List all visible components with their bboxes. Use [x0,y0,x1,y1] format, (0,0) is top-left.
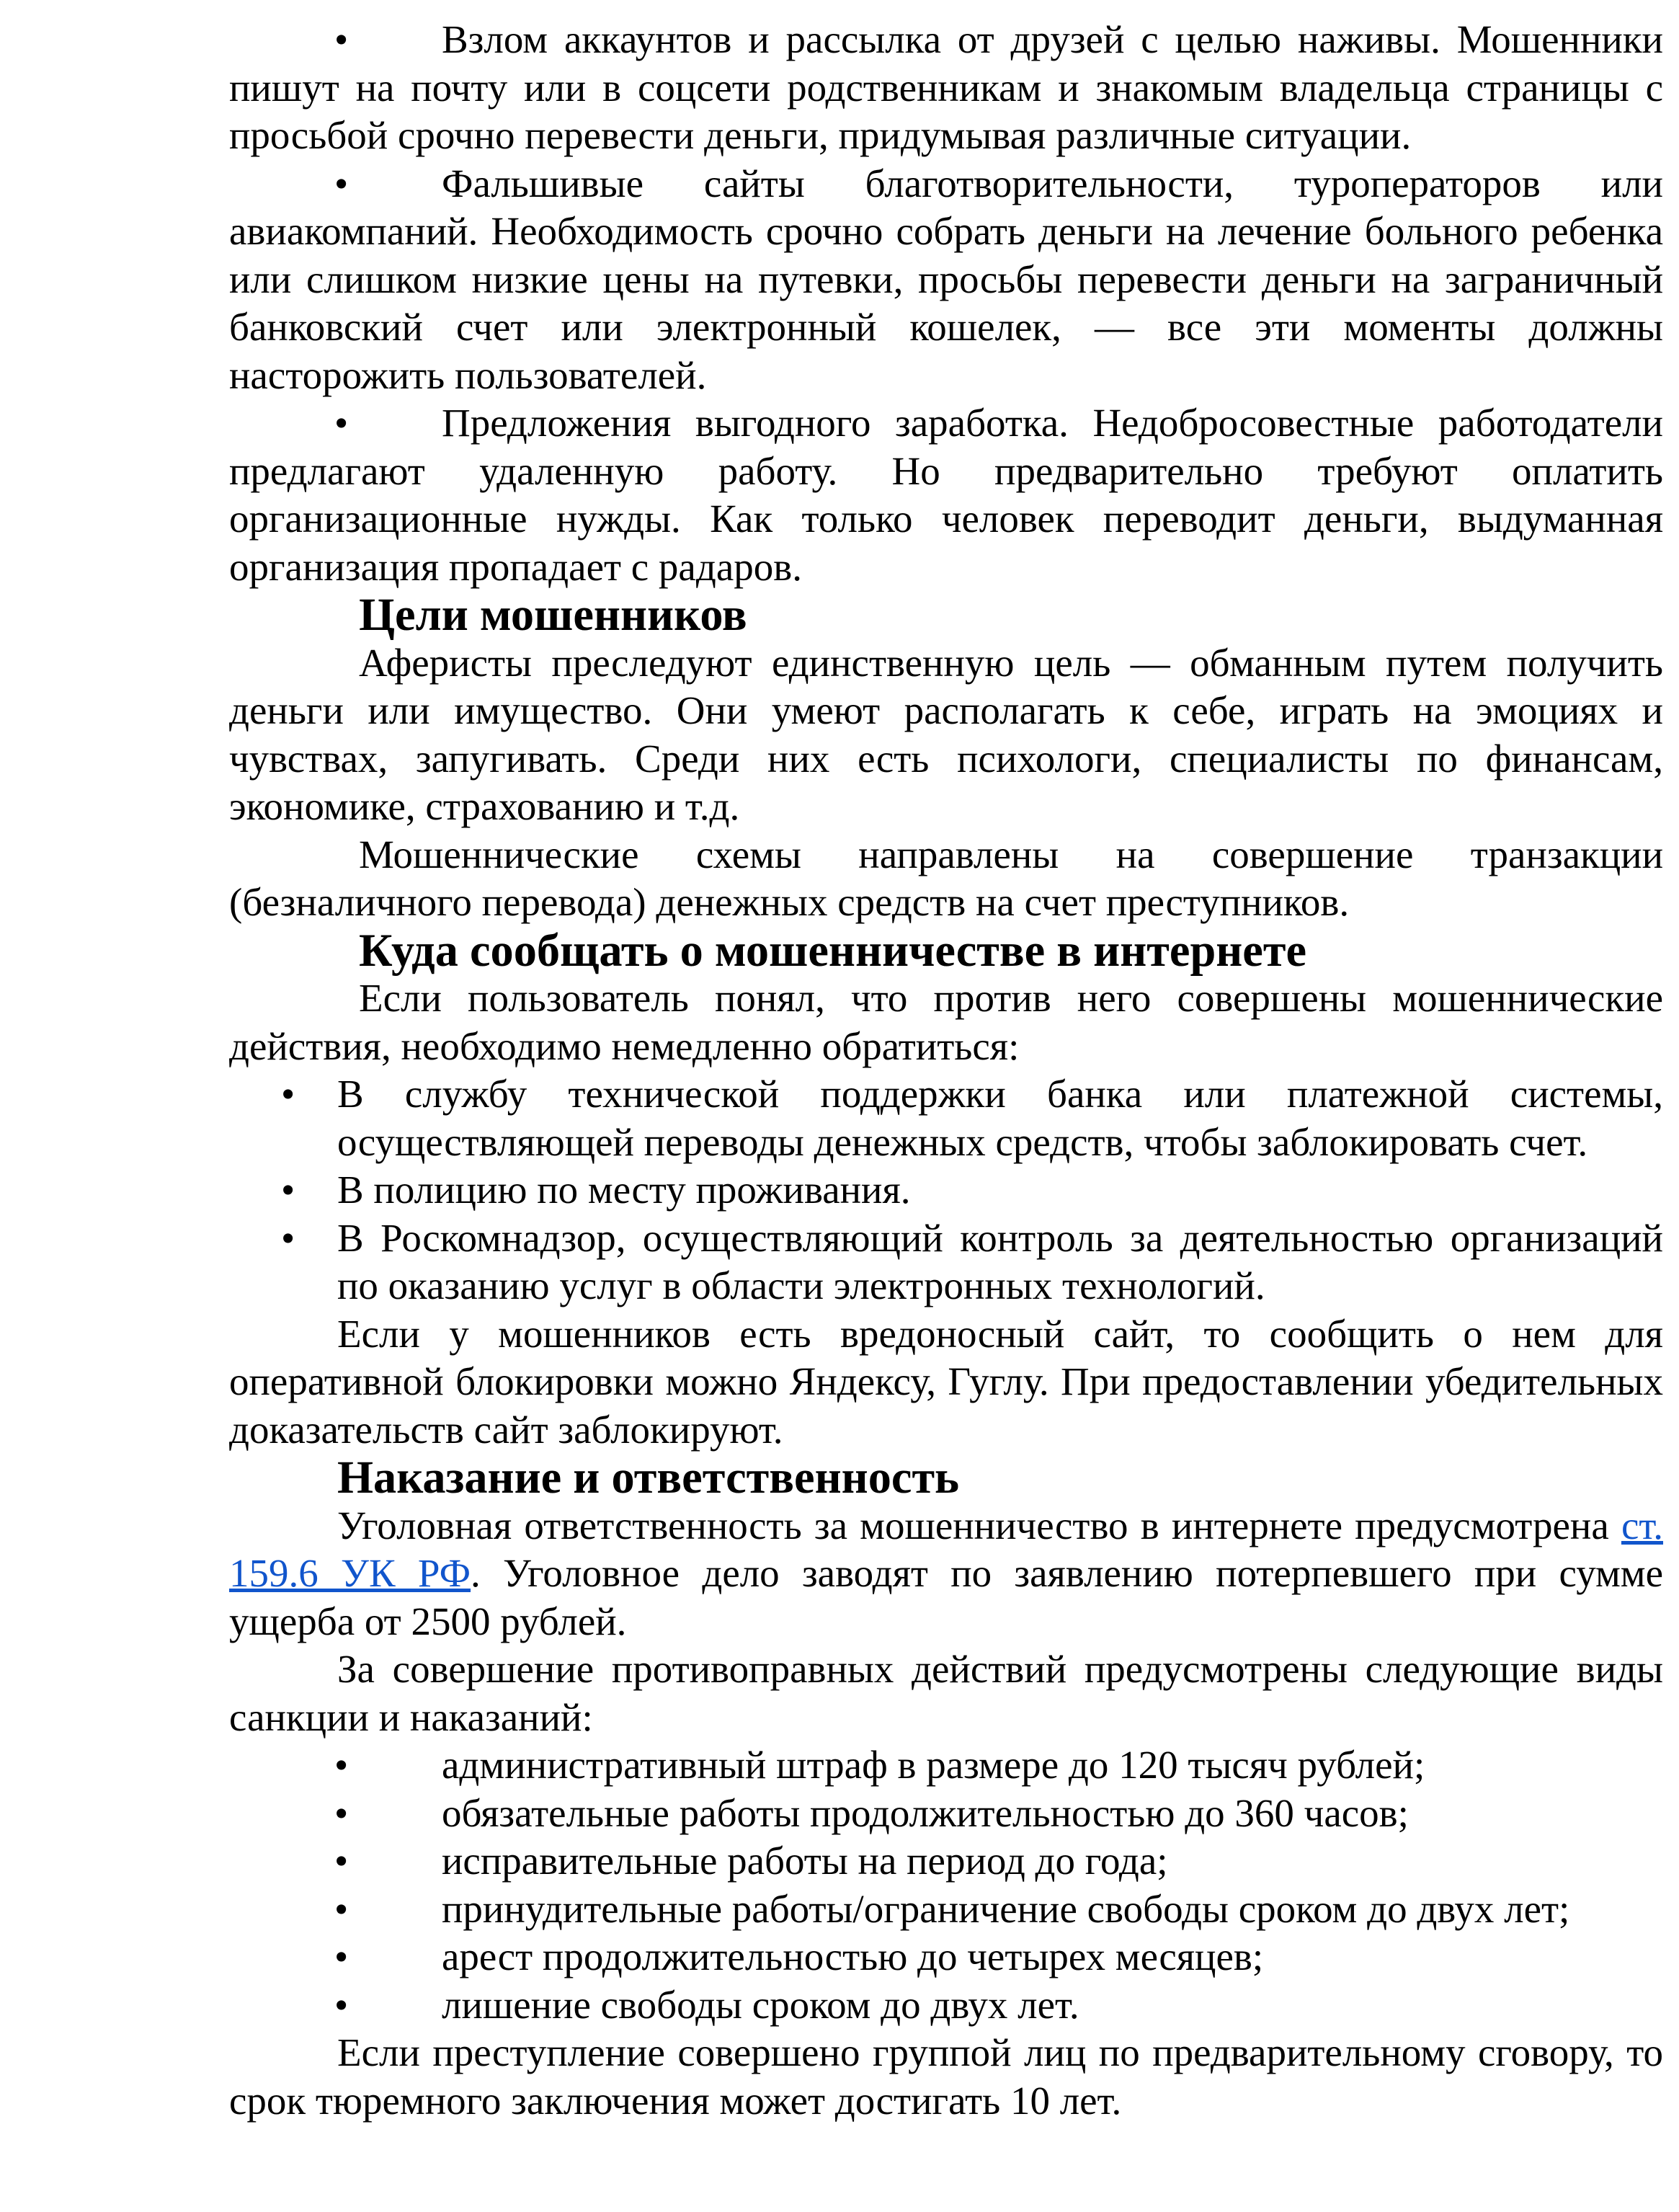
list-item: • обязательные работы продолжительностью до 360 часов; [229,1790,1663,1838]
list-item: • В полицию по месту проживания. [229,1166,1663,1214]
list-item: • исправительные работы на период до года; [229,1837,1663,1885]
list-item: • принудительные работы/ограничение свободы сроком до двух лет; [229,1885,1663,1934]
punishment-heading: Наказание и ответственность [337,1452,960,1503]
report-outro: Если у мошенников есть вредоносный сайт, то сообщить о нем для оперативной блокировки можно Яндексу, Гуглу. При предоставлении убедительных доказательств сайт заблокируют. [229,1311,1663,1452]
goals-paragraph-2: Мошеннические схемы направлены на совершение транзакции (безналичного перевода) денежных средств на счет преступников. [229,832,1663,924]
report-list [229,1070,1663,1310]
punishment-paragraph-2: За совершение противоправных действий предусмотрены следующие виды санкции и наказаний: [229,1647,1663,1739]
document-page [229,16,1663,2125]
law-article-link[interactable]: ст. 159.6 УК РФ [229,1503,1663,1595]
report-heading: Куда сообщать о мошенничестве в интернете [359,924,1307,976]
list-item: • лишение свободы сроком до двух лет. [229,1981,1663,2030]
goals-heading: Цели мошенников [359,589,747,640]
list-item: • Взлом аккаунтов и рассылка от друзей с целью наживы. Мошенники пишут на почту или в соцсети родственникам и знакомым владельца страницы с просьбой срочно перевести деньги, придумывая различные ситуации. [229,16,1663,160]
punishment-text-before: Уголовная ответственность за мошенничество в интернете предусмотрена [337,1503,1621,1547]
fraud-types-list [229,16,1663,591]
list-item: • В службу технической поддержки банка или платежной системы, осуществляющей переводы денежных средств, чтобы заблокировать счет. [229,1070,1663,1166]
sanctions-list [229,1741,1663,2029]
list-item: • В Роскомнадзор, осуществляющий контроль за деятельностью организаций по оказанию услуг в области электронных технологий. [229,1214,1663,1310]
punishment-text-after: . Уголовное дело заводят по заявлению потерпевшего при сумме ущерба от 2500 рублей. [229,1551,1663,1643]
report-intro: Если пользователь понял, что против него совершены мошеннические действия, необходимо немедленно обратиться: [229,976,1663,1068]
list-item: • Фальшивые сайты благотворительности, туроператоров или авиакомпаний. Необходимость срочно собрать деньги на лечение больного ребенка или слишком низкие цены на путевки, просьбы перевести деньги на заграничный банковский счет или электронный кошелек, — все эти моменты должны насторожить пользователей. [229,160,1663,400]
goals-paragraph-1: Аферисты преследуют единственную цель — обманным путем получить деньги или имущество. Они умеют располагать к себе, играть на эмоциях и чувствах, запугивать. Среди них есть психологи, специалисты по финансам, экономике, страхованию и т.д. [229,640,1663,828]
list-item: • административный штраф в размере до 120 тысяч рублей; [229,1741,1663,1790]
punishment-paragraph-1 [229,1502,1663,1646]
list-item: • арест продолжительностью до четырех месяцев; [229,1933,1663,1981]
punishment-paragraph-3: Если преступление совершено группой лиц по предварительному сговору, то срок тюремного заключения может достигать 10 лет. [229,2030,1663,2123]
list-item: • Предложения выгодного заработка. Недобросовестные работодатели предлагают удаленную работу. Но предварительно требуют оплатить организационные нужды. Как только человек переводит деньги, выдуманная организация пропадает с радаров. [229,399,1663,591]
